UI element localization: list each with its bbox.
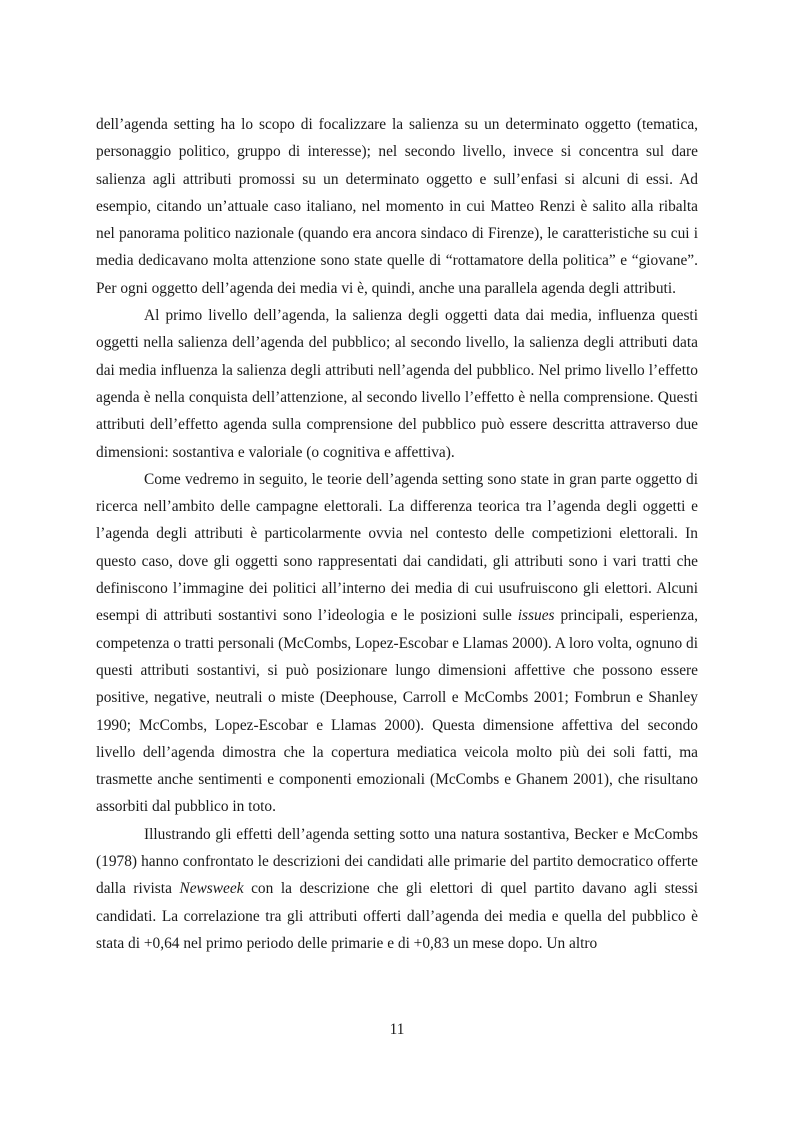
paragraph-3-text-b: principali, esperienza, competenza o tratti personali (McCombs, Lopez-Escobar e Llamas 2000). A loro volta, ognuno di questi attributi sostantivi, si può posizionare lungo dimensioni affettive che possono essere positive, negative, neutrali o miste (Deephouse, Carroll e McCombs 2001; Fombrun e Shanley 1990; McCombs, Lopez-Escobar e Llamas 2000). Questa dimensione affettiva del secondo livello dell’agenda dimostra che la copertura mediatica veicola molto più dei soli fatti, ma trasmette anche sentimenti e componenti emozionali (McCombs e Ghanem 2001), che risultano assorbiti dal pubblico in toto. (96, 607, 698, 816)
body-text (96, 111, 698, 957)
paragraph-2-text: Al primo livello dell’agenda, la salienza degli oggetti data dai media, influenza questi oggetti nella salienza dell’agenda del pubblico; al secondo livello, la salienza degli attributi data dai media influenza la salienza degli attributi nell’agenda del pubblico. Nel primo livello l’effetto agenda è nella conquista dell’attenzione, al secondo livello l’effetto è nella comprensione. Questi attributi dell’effetto agenda sulla comprensione del pubblico può essere descritta attraverso due dimensioni: sostantiva e valoriale (o cognitiva e affettiva). (96, 307, 698, 461)
paragraph-4-text-a: Illustrando gli effetti dell’agenda setting sotto una natura sostantiva, Becker e McCombs (1978) hanno confrontato le descrizioni dei candidati alle primarie del partito democratico offerte dalla rivista (96, 825, 698, 898)
paragraph-3-italic-issues: issues (517, 607, 555, 625)
paragraph-4-text-b: con la descrizione che gli elettori di quel partito davano agli stessi candidati. La correlazione tra gli attributi offerti dall’agenda dei media e quella del pubblico è stata di +0,64 nel primo periodo delle primarie e di +0,83 un mese dopo. Un altro (96, 880, 698, 952)
paragraph-3 (96, 466, 698, 821)
paragraph-4 (96, 821, 698, 957)
page-number: 11 (389, 1021, 405, 1038)
paragraph-2 (96, 302, 698, 466)
paragraph-3-text-a: Come vedremo in seguito, le teorie dell’agenda setting sono state in gran parte oggetto di ricerca nell’ambito delle campagne elettorali. La differenza teorica tra l’agenda degli oggetti e l’agenda degli attributi è particolarmente ovvia nel contesto delle competizioni elettorali. In questo caso, dove gli oggetti sono rappresentati dai candidati, gli attributi sono i vari tratti che definiscono l’immagine dei politici all’interno dei media di cui usufruiscono gli elettori. Alcuni esempi di attributi sostantivi sono l’ideologia e le posizioni sulle (96, 470, 698, 625)
paragraph-1 (96, 111, 698, 302)
paragraph-1-text: dell’agenda setting ha lo scopo di focalizzare la salienza su un determinato oggetto (tematica, personaggio politico, gruppo di interesse); nel secondo livello, invece si concentra sul dare salienza agli attributi promossi su un determinato oggetto e sull’enfasi si alcuni di essi. Ad esempio, citando un’attuale caso italiano, nel momento in cui Matteo Renzi è salito alla ribalta nel panorama politico nazionale (quando era ancora sindaco di Firenze), le caratteristiche su cui i media dedicavano molta attenzione sono state quelle di “rottamatore della politica” e “giovane”. Per ogni oggetto dell’agenda dei media vi è, quindi, anche una parallela agenda degli attributi. (96, 116, 698, 297)
paragraph-4-italic-newsweek: Newsweek (179, 880, 244, 898)
